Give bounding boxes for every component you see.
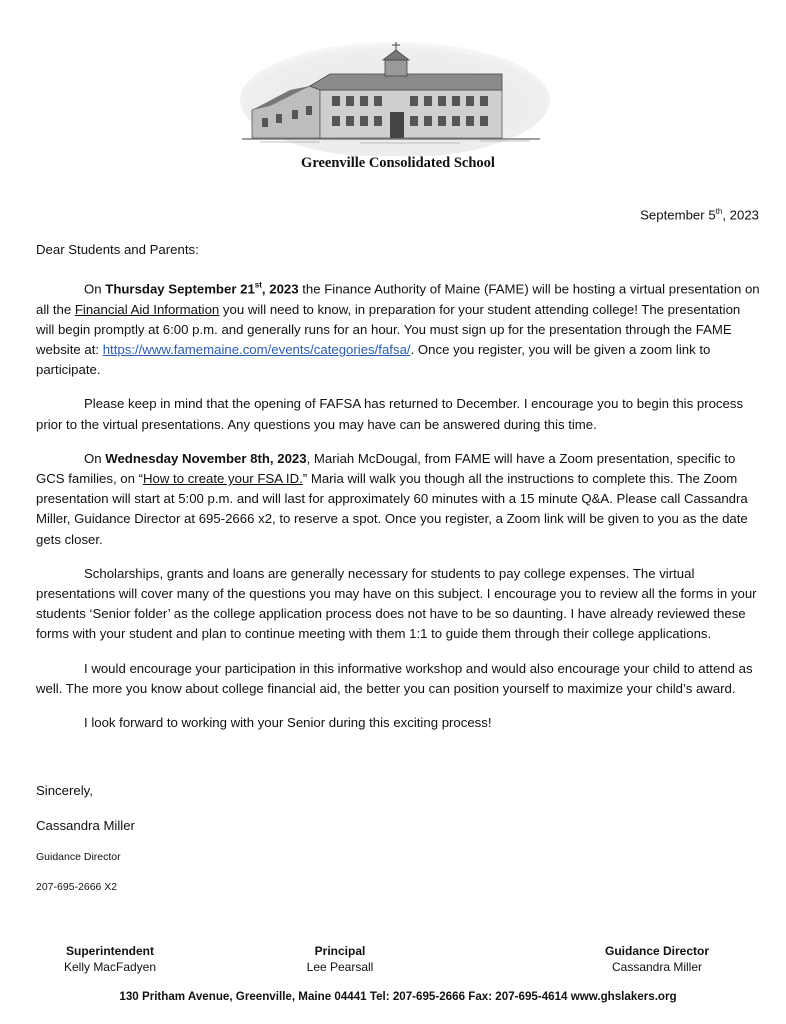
salutation: Dear Students and Parents: (36, 242, 199, 257)
principal-name: Lee Pearsall (306, 960, 374, 974)
p1-text-d: the Finance Authority of Maine (FAME) will be hosting a virtual presentation on all the (36, 281, 760, 317)
superintendent-name: Kelly MacFadyen (63, 960, 157, 974)
paragraph-5: I would encourage your participation in this informative workshop and would also encourage your child to attend as well. The more you know about college financial aid, the better you can position yourself to maximize your child’s award. (36, 660, 753, 696)
p3-bold-date: Wednesday November 8th, 2023 (105, 450, 307, 466)
closing-title: Guidance Director (36, 851, 121, 863)
school-building-image (240, 38, 550, 156)
footer-address: 130 Pritham Avenue, Greenville, Maine 04441 Tel: 207-695-2666 Fax: 207-695-4614 www.ghslakers.org (119, 990, 677, 1003)
p1-text-a: On (84, 281, 106, 297)
p3-text-c: , Mariah McDougal, from FAME will have a Zoom presentation, specific to GCS families, on “ (36, 450, 736, 487)
paragraph-4: Scholarships, grants and loans are generally necessary for students to pay college expenses. The virtual presentations will cover many of the questions you may have on this subject. I encourage you to review all the forms in your students ‘Senior folder’ as the college application process does not have to be so daunting. I have already reviewed these forms with your student and plan to continue meeting with them 1:1 to guide them through their college applications. (36, 565, 757, 642)
paragraph-2: Please keep in mind that the opening of FAFSA has returned to December. I encourage you to begin this process prior to the virtual presentations. Any questions you may have can be answered during this time. (36, 396, 744, 432)
paragraph-1 (36, 276, 760, 380)
p1-text-g: . Once you register, you will be given a zoom link to participate. (36, 342, 711, 378)
p3-text-e: ” Maria will walk you though all the instructions to complete this. The Zoom presentation will start at 5:00 p.m. and will last for approximately 60 minutes with a 15 minute Q&A. Please call Cassandra Miller, Guidance Director at 695-2666 x2, to reserve a spot. Once you register, a Zoom link will be given to you as the date gets closer. (36, 471, 748, 547)
footer-guidance (592, 943, 722, 975)
p1-bold-year: , 2023 (261, 281, 299, 297)
superintendent-role: Superintendent (65, 944, 154, 958)
guidance-role: Guidance Director (604, 944, 710, 958)
letter-body (36, 276, 760, 747)
fame-fafsa-link[interactable]: https://www.famemaine.com/events/categories/fafsa/ (102, 342, 411, 357)
letter-date (640, 207, 759, 222)
paragraph-3 (36, 449, 760, 550)
closing-sincerely: Sincerely, (36, 783, 93, 798)
p3-text-a: On (84, 450, 106, 466)
p1-text-f: you will need to know, in preparation for your student attending college! The presentation will begin promptly at 6:00 p.m. and generally runs for an hour. You must sign up for the presentation through the FAME website at: (36, 301, 741, 357)
p1-financial-aid-info: Financial Aid Information (74, 301, 220, 317)
principal-role: Principal (314, 944, 366, 958)
p3-fsa-id-title: How to create your FSA ID. (143, 471, 303, 487)
p1-date-suffix: st (254, 281, 262, 290)
closing-phone: 207-695-2666 X2 (36, 881, 118, 893)
date-suffix: th (715, 207, 723, 216)
school-name: Greenville Consolidated School (301, 155, 495, 171)
p1-bold-date: Thursday September 21 (105, 281, 255, 297)
date-year: , 2023 (722, 207, 759, 223)
closing-name: Cassandra Miller (36, 818, 135, 833)
guidance-name: Cassandra Miller (611, 960, 703, 974)
paragraph-6: I look forward to working with your Senior during this exciting process! (84, 715, 492, 731)
date-text: September 5 (640, 207, 716, 223)
footer-principal (280, 943, 400, 975)
footer-superintendent (48, 943, 172, 975)
